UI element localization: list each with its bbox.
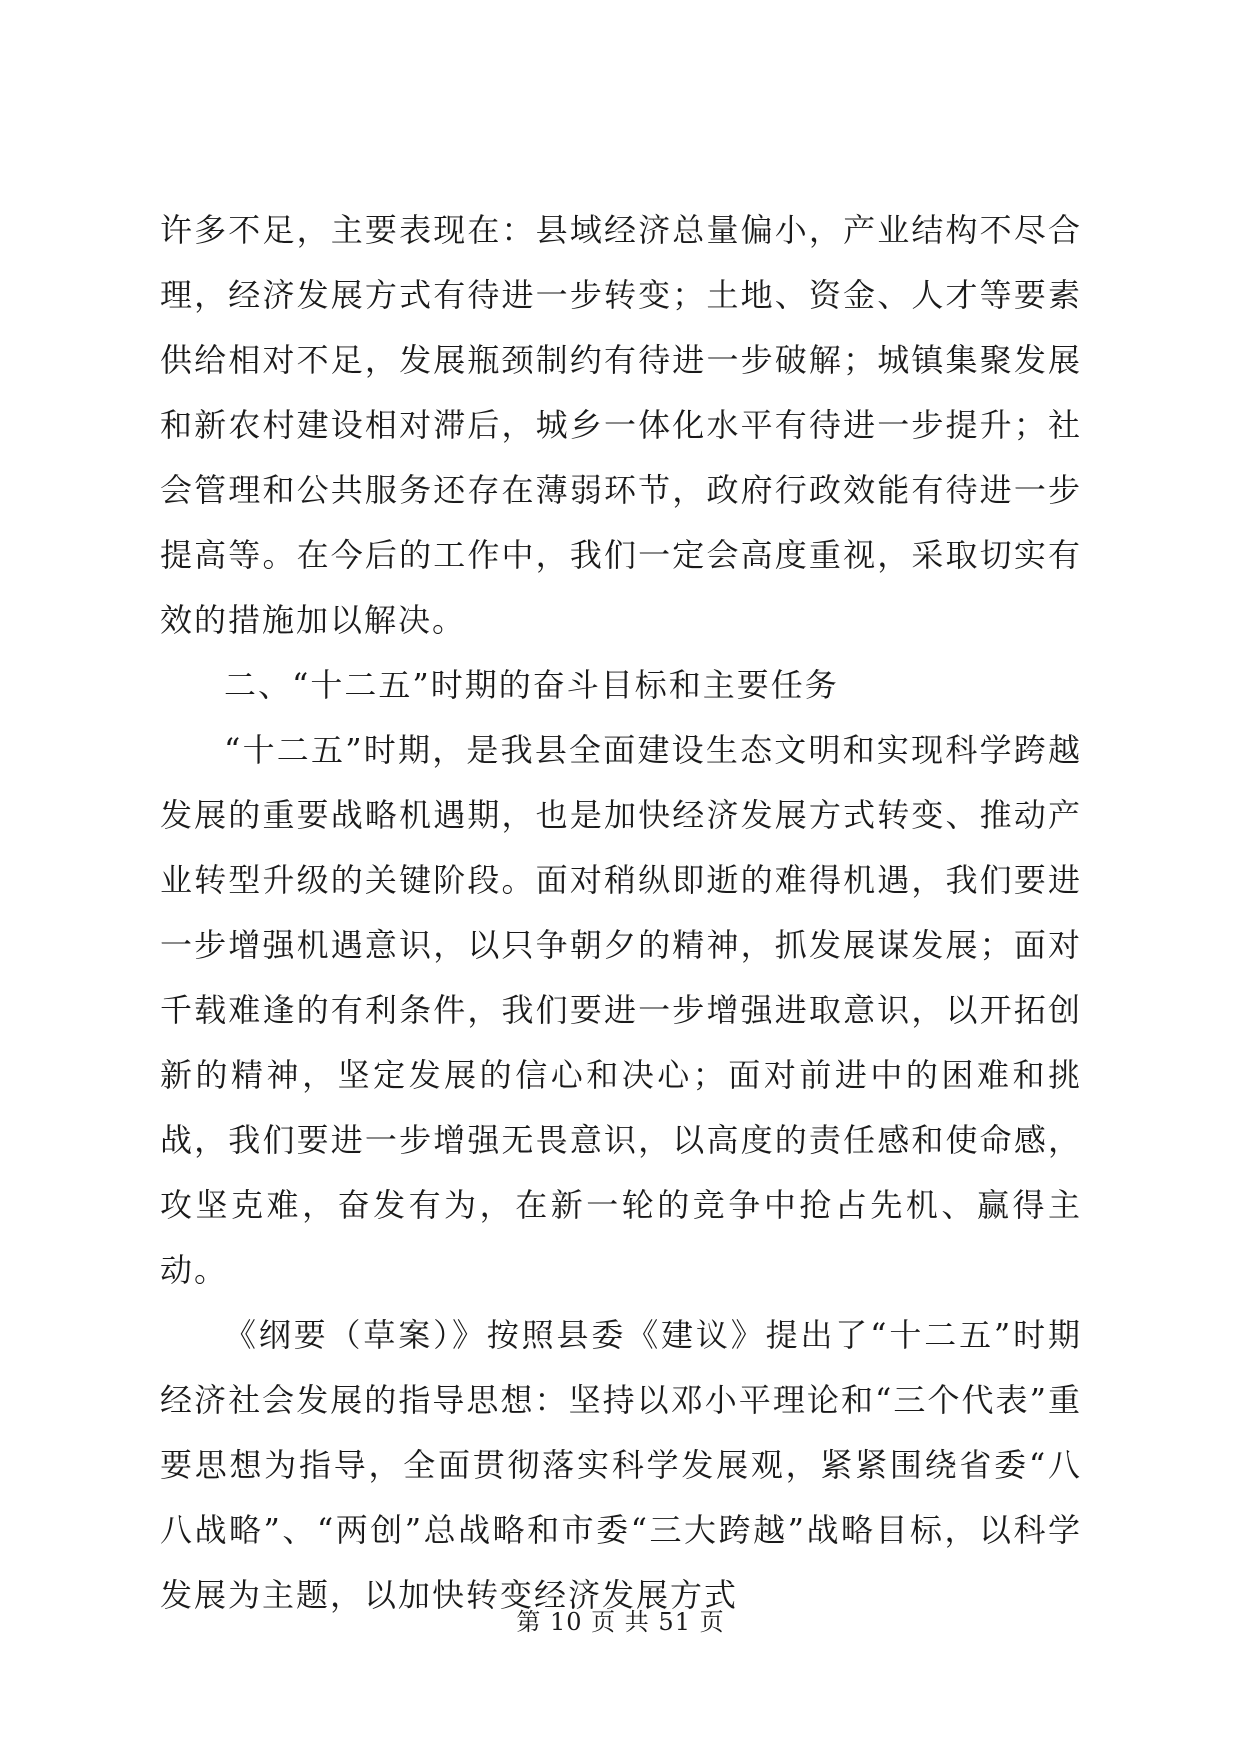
page-number-footer: 第 10 页 共 51 页 bbox=[516, 1608, 725, 1636]
paragraph-continued: 许多不足，主要表现在：县域经济总量偏小，产业结构不尽合理，经济发展方式有待进一步转变；土地、资金、人才等要素供给相对不足，发展瓶颈制约有待进一步破解；城镇集聚发展和新农村建设相对滞后，城乡一体化水平有待进一步提升；社会管理和公共服务还存在薄弱环节，政府行政效能有待进一步提高等。在今后的工作中，我们一定会高度重视，采取切实有效的措施加以解决。 bbox=[160, 211, 1082, 639]
paragraph-five-year-period: “十二五”时期，是我县全面建设生态文明和实现科学跨越发展的重要战略机遇期，也是加快经济发展方式转变、推动产业转型升级的关键阶段。面对稍纵即逝的难得机遇，我们要进一步增强机遇意识，以只争朝夕的精神，抓发展谋发展；面对千载难逢的有利条件，我们要进一步增强进取意识，以开拓创新的精神，坚定发展的信心和决心；面对前进中的困难和挑战，我们要进一步增强无畏意识，以高度的责任感和使命感，攻坚克难，奋发有为，在新一轮的竞争中抢占先机、赢得主动。 bbox=[160, 731, 1082, 1289]
paragraph-guiding-ideology: 《纲要（草案）》按照县委《建议》提出了“十二五”时期经济社会发展的指导思想：坚持以邓小平理论和“三个代表”重要思想为指导，全面贯彻落实科学发展观，紧紧围绕省委“八八战略”、“两创”总战略和市委“三大跨越”战略目标，以科学发展为主题，以加快转变经济发展方式 bbox=[160, 1316, 1082, 1614]
section-heading: 二、“十二五”时期的奋斗目标和主要任务 bbox=[224, 666, 839, 704]
document-body bbox=[160, 198, 1082, 1628]
